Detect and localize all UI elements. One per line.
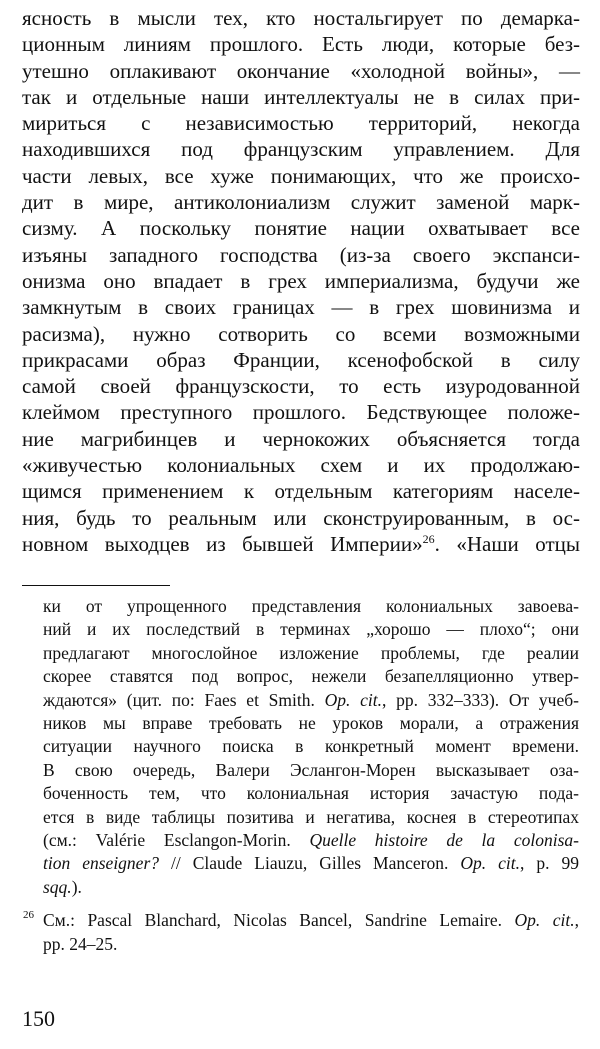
text-fragment: новном выходцев из бывшей Империи»: [22, 531, 423, 556]
text-line: части левых, все хуже понимающих, что же происхо-: [22, 163, 580, 188]
text-line: ясность в мысли тех, кто ностальгирует по демарка-: [22, 6, 580, 30]
footnote-line: pp. 24–25.: [43, 933, 118, 954]
footnote-line: [43, 829, 579, 852]
text-line: находившихся под французским управлением. Для: [22, 137, 580, 162]
text-line: [22, 531, 580, 557]
text-fragment: ,: [574, 910, 579, 931]
text-line: дит в мире, антиколониализм служит заменой марк-: [22, 190, 580, 215]
text-line: изъяны западного господства (из-за своего экспанси-: [22, 242, 580, 267]
text-fragment: sqq.: [43, 876, 72, 897]
text-line: прикрасами образ Франции, ксенофобской в силу: [22, 347, 580, 372]
text-fragment: ждаются» (цит. по: Faes et Smith.: [43, 689, 325, 710]
footnote-separator: [22, 585, 170, 586]
footnote-line: ситуации научного поиска в конкретный момент времени.: [43, 736, 579, 757]
text-fragment: (см.: Valérie Esclangon-Morin.: [43, 830, 310, 851]
footnote-line: ется в виде таблицы позитива и негатива, коснея в стереотипах: [43, 806, 579, 827]
text-line: «живучестью колониальных схем и их продолжаю-: [22, 453, 580, 478]
main-text: [22, 5, 580, 557]
text-line: сизму. А поскольку понятие нации охватывает все: [22, 216, 580, 241]
text-fragment: tion enseigner?: [43, 853, 160, 874]
footnote-line: ки от упрощенного представления колониальных завоева-: [43, 596, 579, 616]
page-number: 150: [22, 1006, 55, 1031]
text-line: замкнутым в своих границах — в грех шовинизма и: [22, 295, 580, 320]
footnote-line: [43, 909, 579, 932]
text-fragment: , p. 99: [520, 853, 580, 874]
footnote-line: ний и их последствий в терминах „хорошо — плохо“; они: [43, 619, 579, 640]
text-fragment: , pp. 332–333). От учеб-: [381, 689, 579, 710]
text-line: мириться с независимостью территорий, некогда: [22, 111, 580, 136]
footnote-line: скорее ставятся под вопрос, нежели безапелляционно утвер-: [43, 666, 579, 687]
text-fragment: . «Наши отцы: [434, 531, 580, 556]
footnote-line: В свою очередь, Валери Эслангон-Морен высказывает оза-: [43, 759, 579, 780]
text-fragment: Quelle histoire de la colonisa-: [309, 830, 579, 851]
text-line: клеймом преступного прошлого. Бедствующее положе-: [22, 400, 580, 425]
footnote-26: [23, 909, 579, 956]
footnote-line: боченность тем, что колониальная история зачастую пода-: [43, 783, 579, 804]
text-line: так и отдельные наши интеллектуалы не в силах при-: [22, 84, 580, 109]
text-line: онизма оно впадает в грех империализма, будучи же: [22, 268, 580, 293]
text-line: расизма), нужно сотворить со всеми возможными: [22, 321, 580, 346]
footnote-line: ников мы вправе требовать не уроков морали, а отражения: [43, 713, 579, 734]
text-line: самой своей французскости, то есть изуродованной: [22, 374, 580, 399]
footnote-line: предлагают многослойное изложение проблемы, где реалии: [43, 642, 579, 663]
footnote-line: [43, 876, 579, 899]
text-line: ние магрибинцев и чернокожих объясняется тогда: [22, 426, 580, 451]
footnote-number: 26: [23, 909, 34, 922]
footnote-line: [43, 689, 579, 712]
text-fragment: ).: [71, 876, 82, 897]
footnotes: [23, 595, 580, 956]
text-fragment: Op. cit.: [460, 853, 521, 874]
text-line: утешно оплакивают окончание «холодной войны», —: [22, 58, 580, 83]
footnote-ref[interactable]: 26: [422, 531, 435, 546]
text-fragment: Op. cit.: [514, 910, 575, 931]
text-fragment: // Claude Liauzu, Gilles Manceron.: [159, 853, 461, 874]
text-fragment: См.: Pascal Blanchard, Nicolas Bancel, Sandrine Lemaire.: [43, 910, 515, 931]
text-line: ционным линиям прошлого. Есть люди, которые без-: [22, 32, 580, 57]
text-fragment: Op. cit.: [324, 689, 382, 710]
text-line: щимся применением к отдельным категориям населе-: [22, 479, 580, 504]
footnote-line: [43, 852, 579, 875]
text-line: ния, будь то реальным или сконструированным, в ос-: [22, 505, 580, 530]
